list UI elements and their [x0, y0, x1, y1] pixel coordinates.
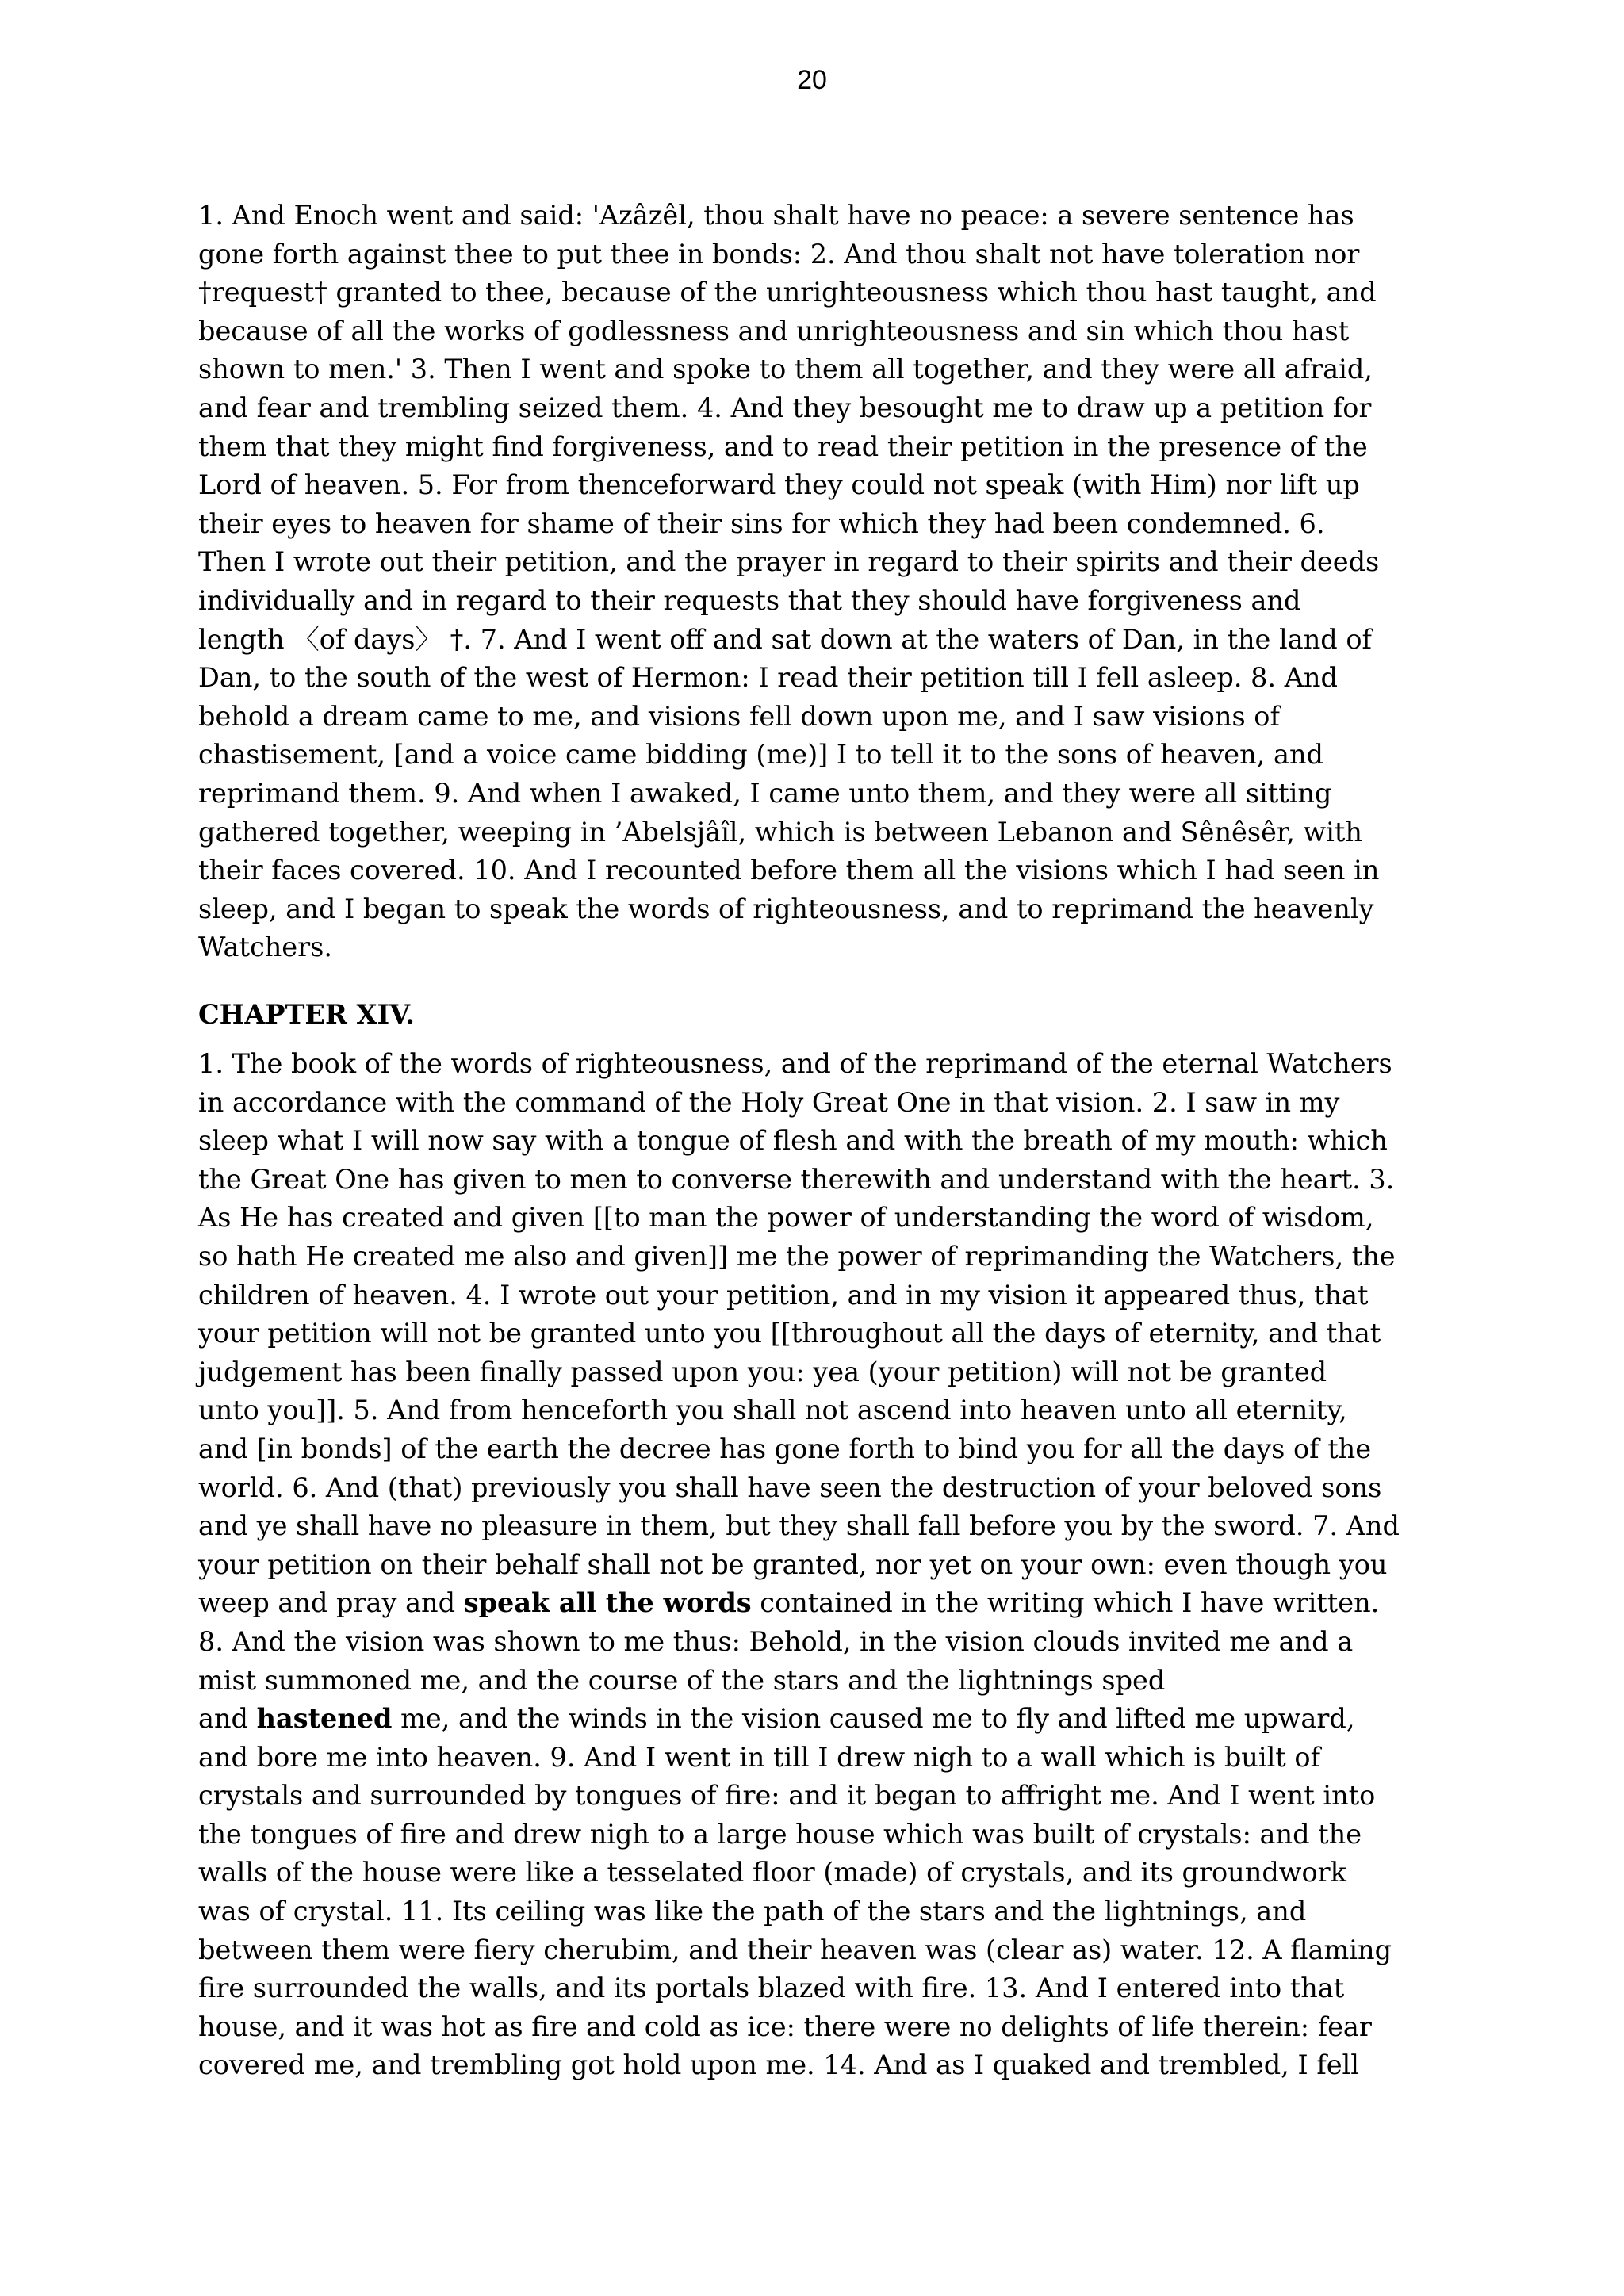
text-line: length 〈of days〉 †. 7. And I went off and sat down at the waters of Dan, in the land of [198, 623, 1372, 655]
text-run: me, and the winds in the vision caused me to fly and lifted me upward, [392, 1703, 1355, 1735]
text-line: reprimand them. 9. And when I awaked, I came unto them, and they were all sitting [198, 777, 1332, 809]
text-line: gathered together, weeping in ’Abelsjâîl, which is between Lebanon and Sênêsêr, with [198, 816, 1362, 848]
text-line: them that they might find forgiveness, and to read their petition in the presence of the [198, 430, 1368, 462]
text-line: sleep what I will now say with a tongue of flesh and with the breath of my mouth: which [198, 1125, 1388, 1157]
text-line: chastisement, [and a voice came bidding (me)] I to tell it to the sons of heaven, and [198, 739, 1323, 771]
text-line: their eyes to heaven for shame of their sins for which they had been condemned. 6. [198, 507, 1325, 539]
text-line: 1. The book of the words of righteousness, and of the reprimand of the eternal Watchers [198, 1048, 1392, 1079]
text-line: Watchers. [198, 932, 332, 963]
text-line: individually and in regard to their requests that they should have forgiveness and [198, 584, 1301, 616]
text-line: behold a dream came to me, and visions fell down upon me, and I saw visions of [198, 700, 1280, 732]
text-line: †request† granted to thee, because of the unrighteousness which thou hast taught, and [198, 277, 1377, 308]
text-line: in accordance with the command of the Holy Great One in that vision. 2. I saw in my [198, 1086, 1340, 1118]
text-line: their faces covered. 10. And I recounted before them all the visions which I had seen in [198, 855, 1380, 886]
text-line: 1. And Enoch went and said: 'Azâzêl, thou shalt have no peace: a severe sentence has [198, 200, 1354, 231]
paragraph-chapter-xiii-verses [198, 197, 1451, 967]
text-line: and [in bonds] of the earth the decree has gone forth to bind you for all the days of the [198, 1433, 1372, 1464]
text-line: because of all the works of godlessness and unrighteousness and sin which thou hast [198, 315, 1350, 346]
chapter-heading: CHAPTER XIV. [198, 999, 415, 1030]
bold-word: hastened [256, 1703, 393, 1735]
text-line: Dan, to the south of the west of Hermon: I read their petition till I fell asleep. 8. And [198, 662, 1338, 694]
text-line: covered me, and trembling got hold upon me. 14. And as I quaked and trembled, I fell [198, 2049, 1359, 2081]
text-line: 8. And the vision was shown to me thus: Behold, in the vision clouds invited me and a [198, 1625, 1354, 1657]
text-line: house, and it was hot as fire and cold as ice: there were no delights of life therein: fear [198, 2011, 1372, 2042]
text-line-with-bold [198, 1584, 1451, 1623]
text-line: gone forth against thee to put thee in bonds: 2. And thou shalt not have toleration nor [198, 238, 1360, 270]
paragraph-chapter-xiv-verses [198, 1045, 1451, 2085]
text-line: Lord of heaven. 5. For from thenceforward they could not speak (with Him) nor lift up [198, 469, 1360, 501]
text-line: and fear and trembling seized them. 4. And they besought me to draw up a petition for [198, 392, 1372, 423]
page-number: 20 [797, 65, 827, 95]
text-run: contained in the writing which I have written. [751, 1587, 1380, 1619]
text-line: the tongues of fire and drew nigh to a large house which was built of crystals: and the [198, 1818, 1362, 1850]
text-line: Then I wrote out their petition, and the prayer in regard to their spirits and their deeds [198, 546, 1380, 578]
text-line: between them were fiery cherubim, and their heaven was (clear as) water. 12. A flaming [198, 1934, 1392, 1965]
bold-phrase: speak all the words [463, 1587, 752, 1619]
text-line: mist summoned me, and the course of the stars and the lightnings sped [198, 1664, 1166, 1696]
text-line: the Great One has given to men to converse therewith and understand with the heart. 3. [198, 1163, 1395, 1195]
text-line: world. 6. And (that) previously you shall have seen the destruction of your beloved sons [198, 1471, 1382, 1503]
text-line: your petition on their behalf shall not be granted, nor yet on your own: even though you [198, 1548, 1388, 1580]
text-line: fire surrounded the walls, and its portals blazed with fire. 13. And I entered into that [198, 1973, 1345, 2004]
text-line: and ye shall have no pleasure in them, but they shall fall before you by the sword. 7. And [198, 1510, 1400, 1542]
text-line: sleep, and I began to speak the words of righteousness, and to reprimand the heavenly [198, 893, 1374, 924]
text-line: was of crystal. 11. Its ceiling was like the path of the stars and the lightnings, and [198, 1896, 1307, 1927]
text-line: and bore me into heaven. 9. And I went in till I drew nigh to a wall which is built of [198, 1741, 1320, 1773]
text-line: so hath He created me also and given]] me the power of reprimanding the Watchers, the [198, 1240, 1396, 1272]
text-line: judgement has been finally passed upon you: yea (your petition) will not be granted [198, 1356, 1327, 1387]
text-run: weep and pray and [198, 1587, 464, 1619]
text-line-with-bold [198, 1700, 1451, 1739]
text-line: your petition will not be granted unto you [[throughout all the days of eternity, and that [198, 1318, 1381, 1349]
text-line: unto you]]. 5. And from henceforth you shall not ascend into heaven unto all eternity, [198, 1395, 1347, 1426]
text-line: children of heaven. 4. I wrote out your petition, and in my vision it appeared thus, that [198, 1279, 1369, 1311]
text-line: As He has created and given [[to man the power of understanding the word of wisdom, [198, 1202, 1374, 1234]
text-line: crystals and surrounded by tongues of fire: and it began to affright me. And I went into [198, 1780, 1376, 1812]
text-line: walls of the house were like a tesselated floor (made) of crystals, and its groundwork [198, 1857, 1346, 1888]
text-run: and [198, 1703, 257, 1735]
text-line: shown to men.' 3. Then I went and spoke to them all together, and they were all afraid, [198, 354, 1373, 385]
